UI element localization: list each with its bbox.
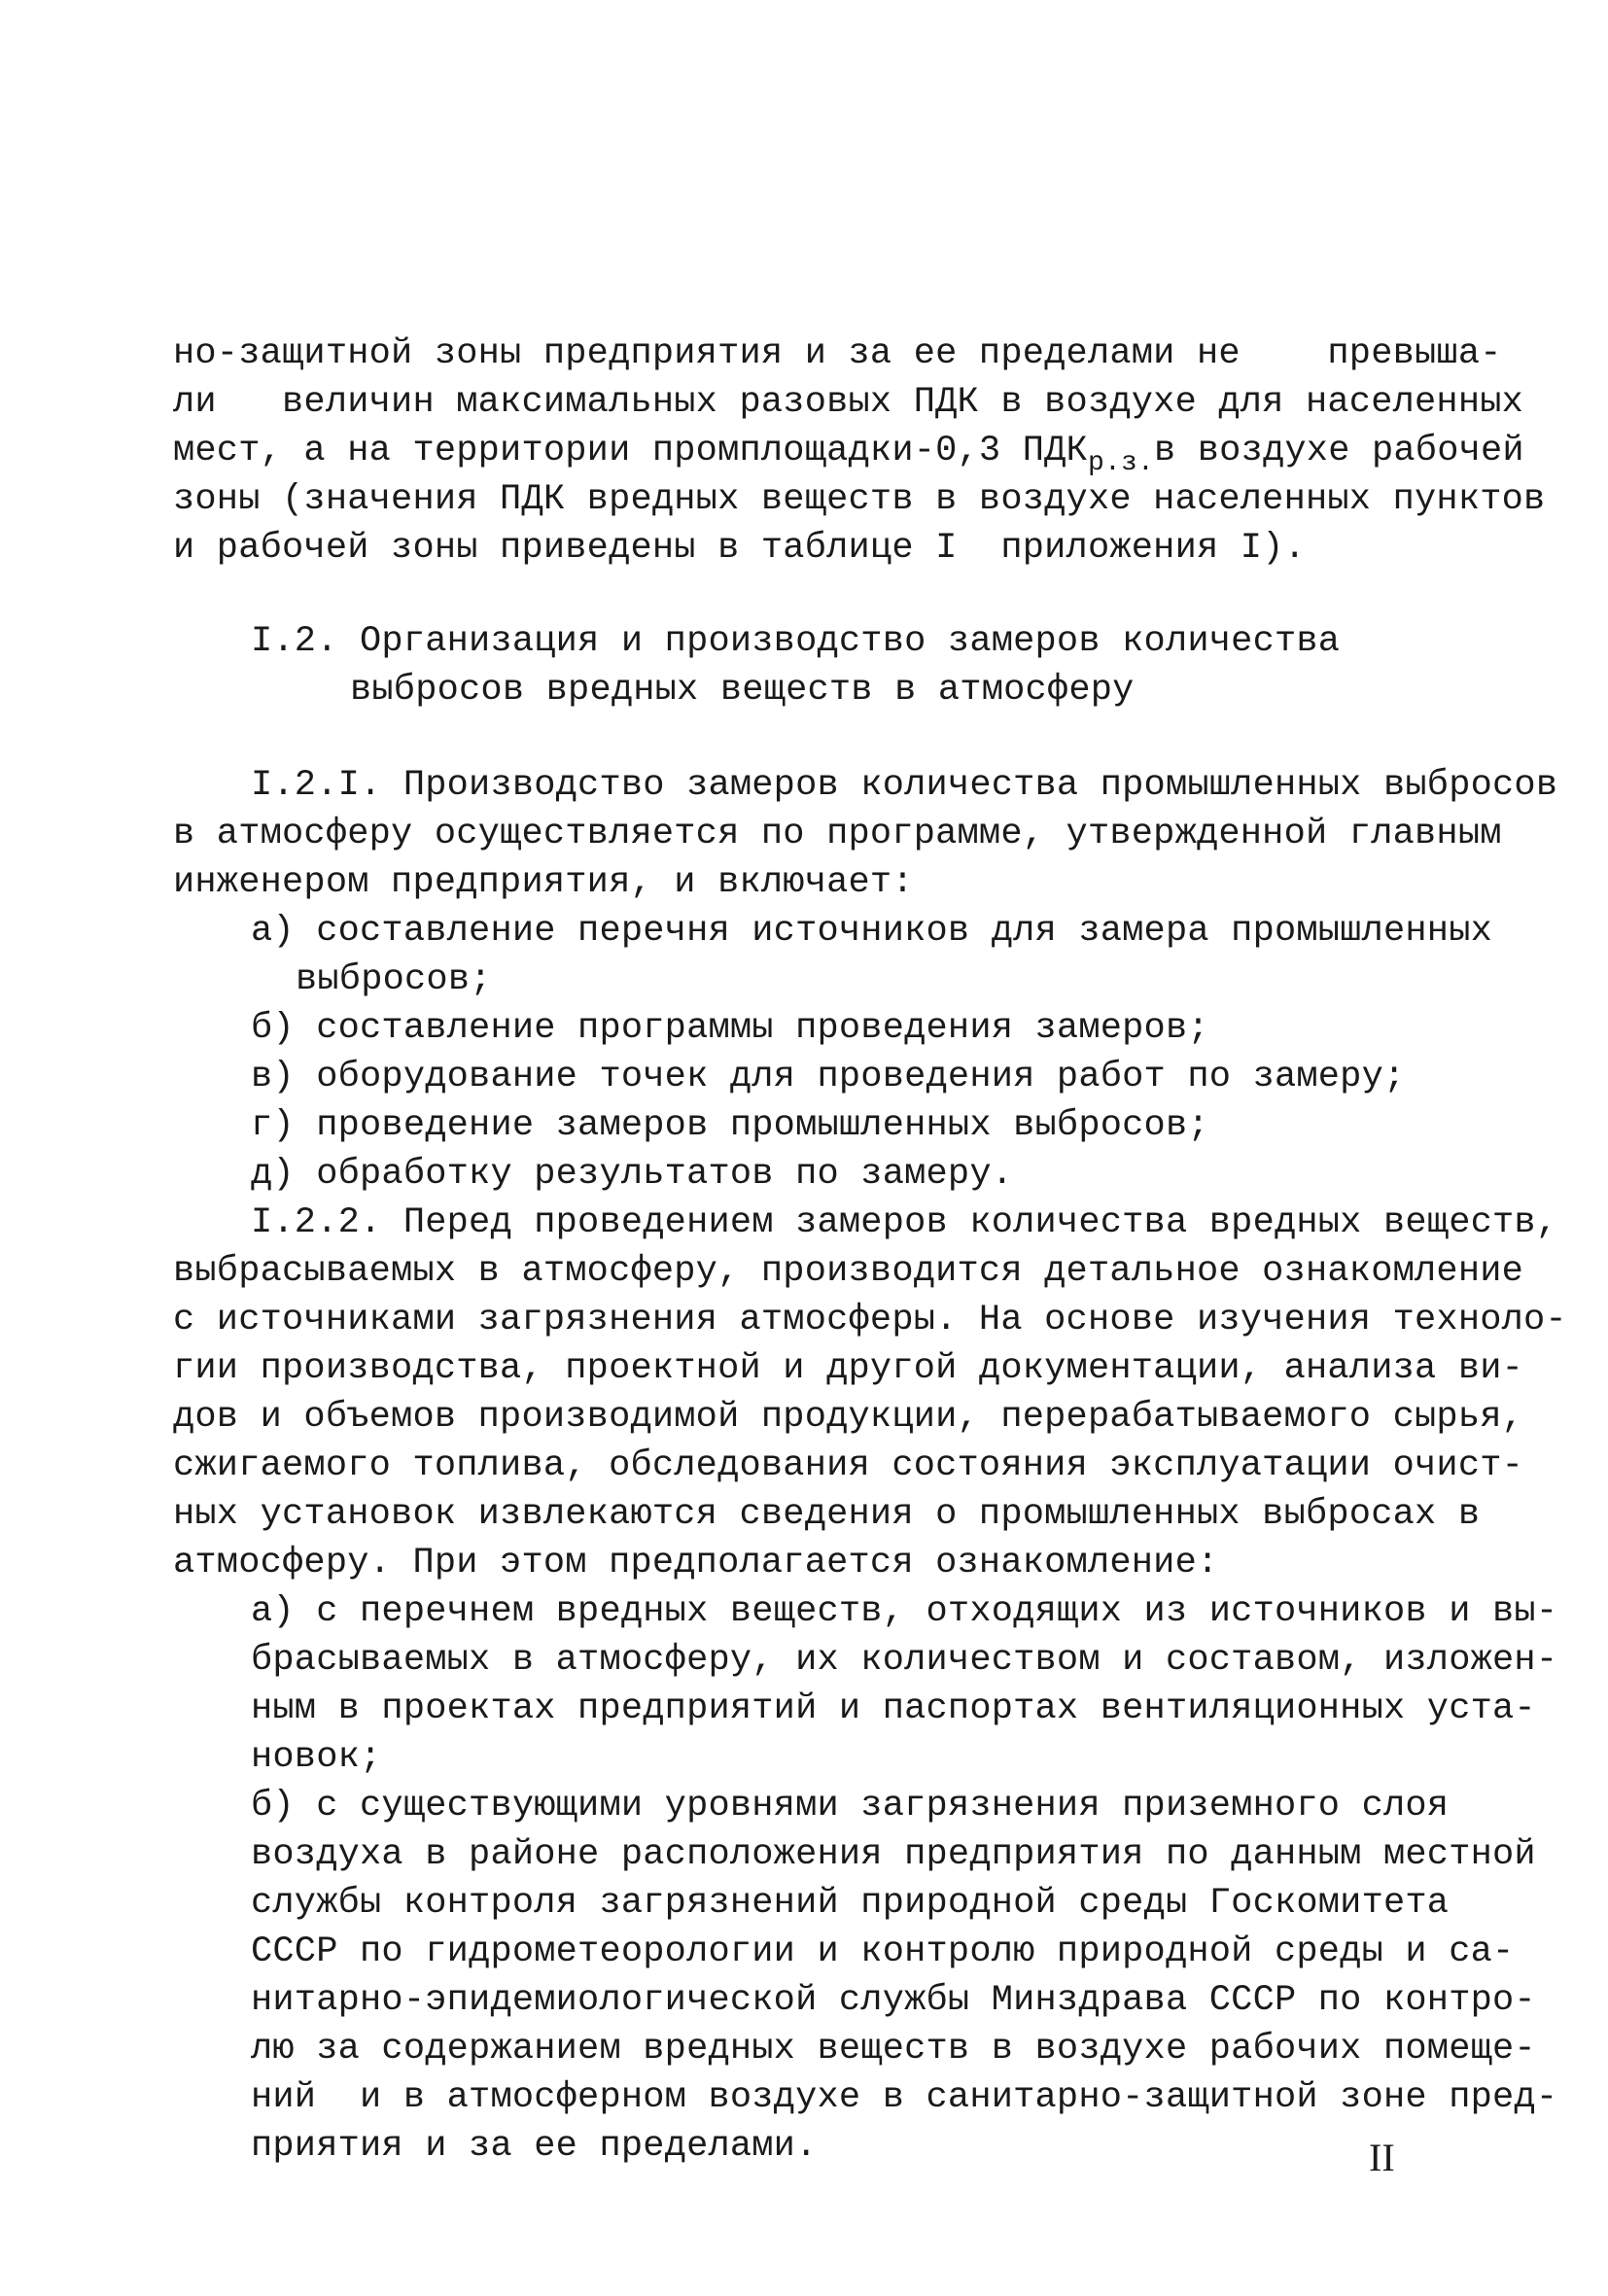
p121-item-g: г) проведение замеров промышленных выбросов; bbox=[251, 1105, 1209, 1146]
intro-line-2: ли величин максимальных разовых ПДК в воздухе для населенных bbox=[173, 382, 1524, 423]
p121-line-3: инженером предприятия, и включает: bbox=[173, 862, 914, 903]
p122-line-5: дов и объемов производимой продукции, перерабатываемого сырья, bbox=[173, 1397, 1524, 1438]
intro-line-5: и рабочей зоны приведены в таблице I приложения I). bbox=[173, 528, 1306, 569]
p122-line-8: атмосферу. При этом предполагается ознакомление: bbox=[173, 1543, 1219, 1583]
p121-item-a-line-1: а) составление перечня источников для замера промышленных bbox=[251, 911, 1493, 952]
p121-item-a-line-2: выбросов; bbox=[296, 959, 492, 1000]
intro-line-3-tail: в воздухе рабочей bbox=[1153, 431, 1524, 471]
p122-item-a-line-4: новок; bbox=[251, 1737, 382, 1778]
p121-item-d: д) обработку результатов по замеру. bbox=[251, 1154, 1014, 1195]
p122-line-3: с источниками загрязнения атмосферы. На основе изучения техноло- bbox=[173, 1300, 1567, 1340]
p122-line-1: I.2.2. Перед проведением замеров количества вредных веществ, bbox=[251, 1202, 1558, 1243]
p122-item-b-line-4: СССР по гидрометеорологии и контролю природной среды и са- bbox=[251, 1931, 1515, 1972]
p122-item-b-line-8: приятия и за ее пределами. bbox=[251, 2126, 818, 2167]
p122-line-7: ных установок извлекаются сведения о промышленных выбросах в bbox=[173, 1494, 1481, 1535]
p122-item-a-line-2: брасываемых в атмосферу, их количеством и составом, изложен- bbox=[251, 1640, 1558, 1681]
p122-line-2: выбрасываемых в атмосферу, производится детальное ознакомление bbox=[173, 1251, 1524, 1292]
section-heading-line-2: выбросов вредных веществ в атмосферу bbox=[350, 670, 1135, 711]
p121-item-v: в) оборудование точек для проведения работ по замеру; bbox=[251, 1057, 1406, 1097]
p121-line-2: в атмосферу осуществляется по программе, утвержденной главным bbox=[173, 814, 1502, 854]
p122-item-a-line-1: а) с перечнем вредных веществ, отходящих из источников и вы- bbox=[251, 1591, 1558, 1632]
p121-line-1: I.2.I. Производство замеров количества промышленных выбросов bbox=[251, 765, 1558, 806]
p121-item-b: б) составление программы проведения замеров; bbox=[251, 1008, 1209, 1049]
intro-line-4: зоны (значения ПДК вредных веществ в воздухе населенных пунктов bbox=[173, 479, 1546, 520]
p122-item-b-line-5: нитарно-эпидемиологической службы Минздрава СССР по контро- bbox=[251, 1980, 1536, 2021]
p122-item-b-line-2: воздуха в районе расположения предприятия по данным местной bbox=[251, 1834, 1536, 1875]
p122-item-a-line-3: ным в проектах предприятий и паспортах вентиляционных уста- bbox=[251, 1688, 1536, 1729]
intro-line-1: но-защитной зоны предприятия и за ее пределами не превыша- bbox=[173, 333, 1502, 374]
p122-line-4: гии производства, проектной и другой документации, анализа ви- bbox=[173, 1348, 1524, 1389]
pdk-subscript: р.з. bbox=[1087, 448, 1154, 478]
p122-item-b-line-7: ний и в атмосферном воздухе в санитарно-защитной зоне пред- bbox=[251, 2077, 1558, 2118]
intro-line-3-main: мест, а на территории промплощадки-0,3 ПДК bbox=[173, 431, 1088, 471]
p122-item-b-line-6: лю за содержанием вредных веществ в воздухе рабочих помеще- bbox=[251, 2029, 1536, 2070]
p122-item-b-line-1: б) с существующими уровнями загрязнения приземного слоя bbox=[251, 1786, 1450, 1826]
section-heading-line-1: I.2. Организация и производство замеров количества bbox=[251, 621, 1341, 662]
p122-item-b-line-3: службы контроля загрязнений природной среды Госкомитета bbox=[251, 1883, 1450, 1924]
p122-line-6: сжигаемого топлива, обследования состояния эксплуатации очист- bbox=[173, 1445, 1524, 1486]
page-number: II bbox=[1369, 2136, 1395, 2179]
